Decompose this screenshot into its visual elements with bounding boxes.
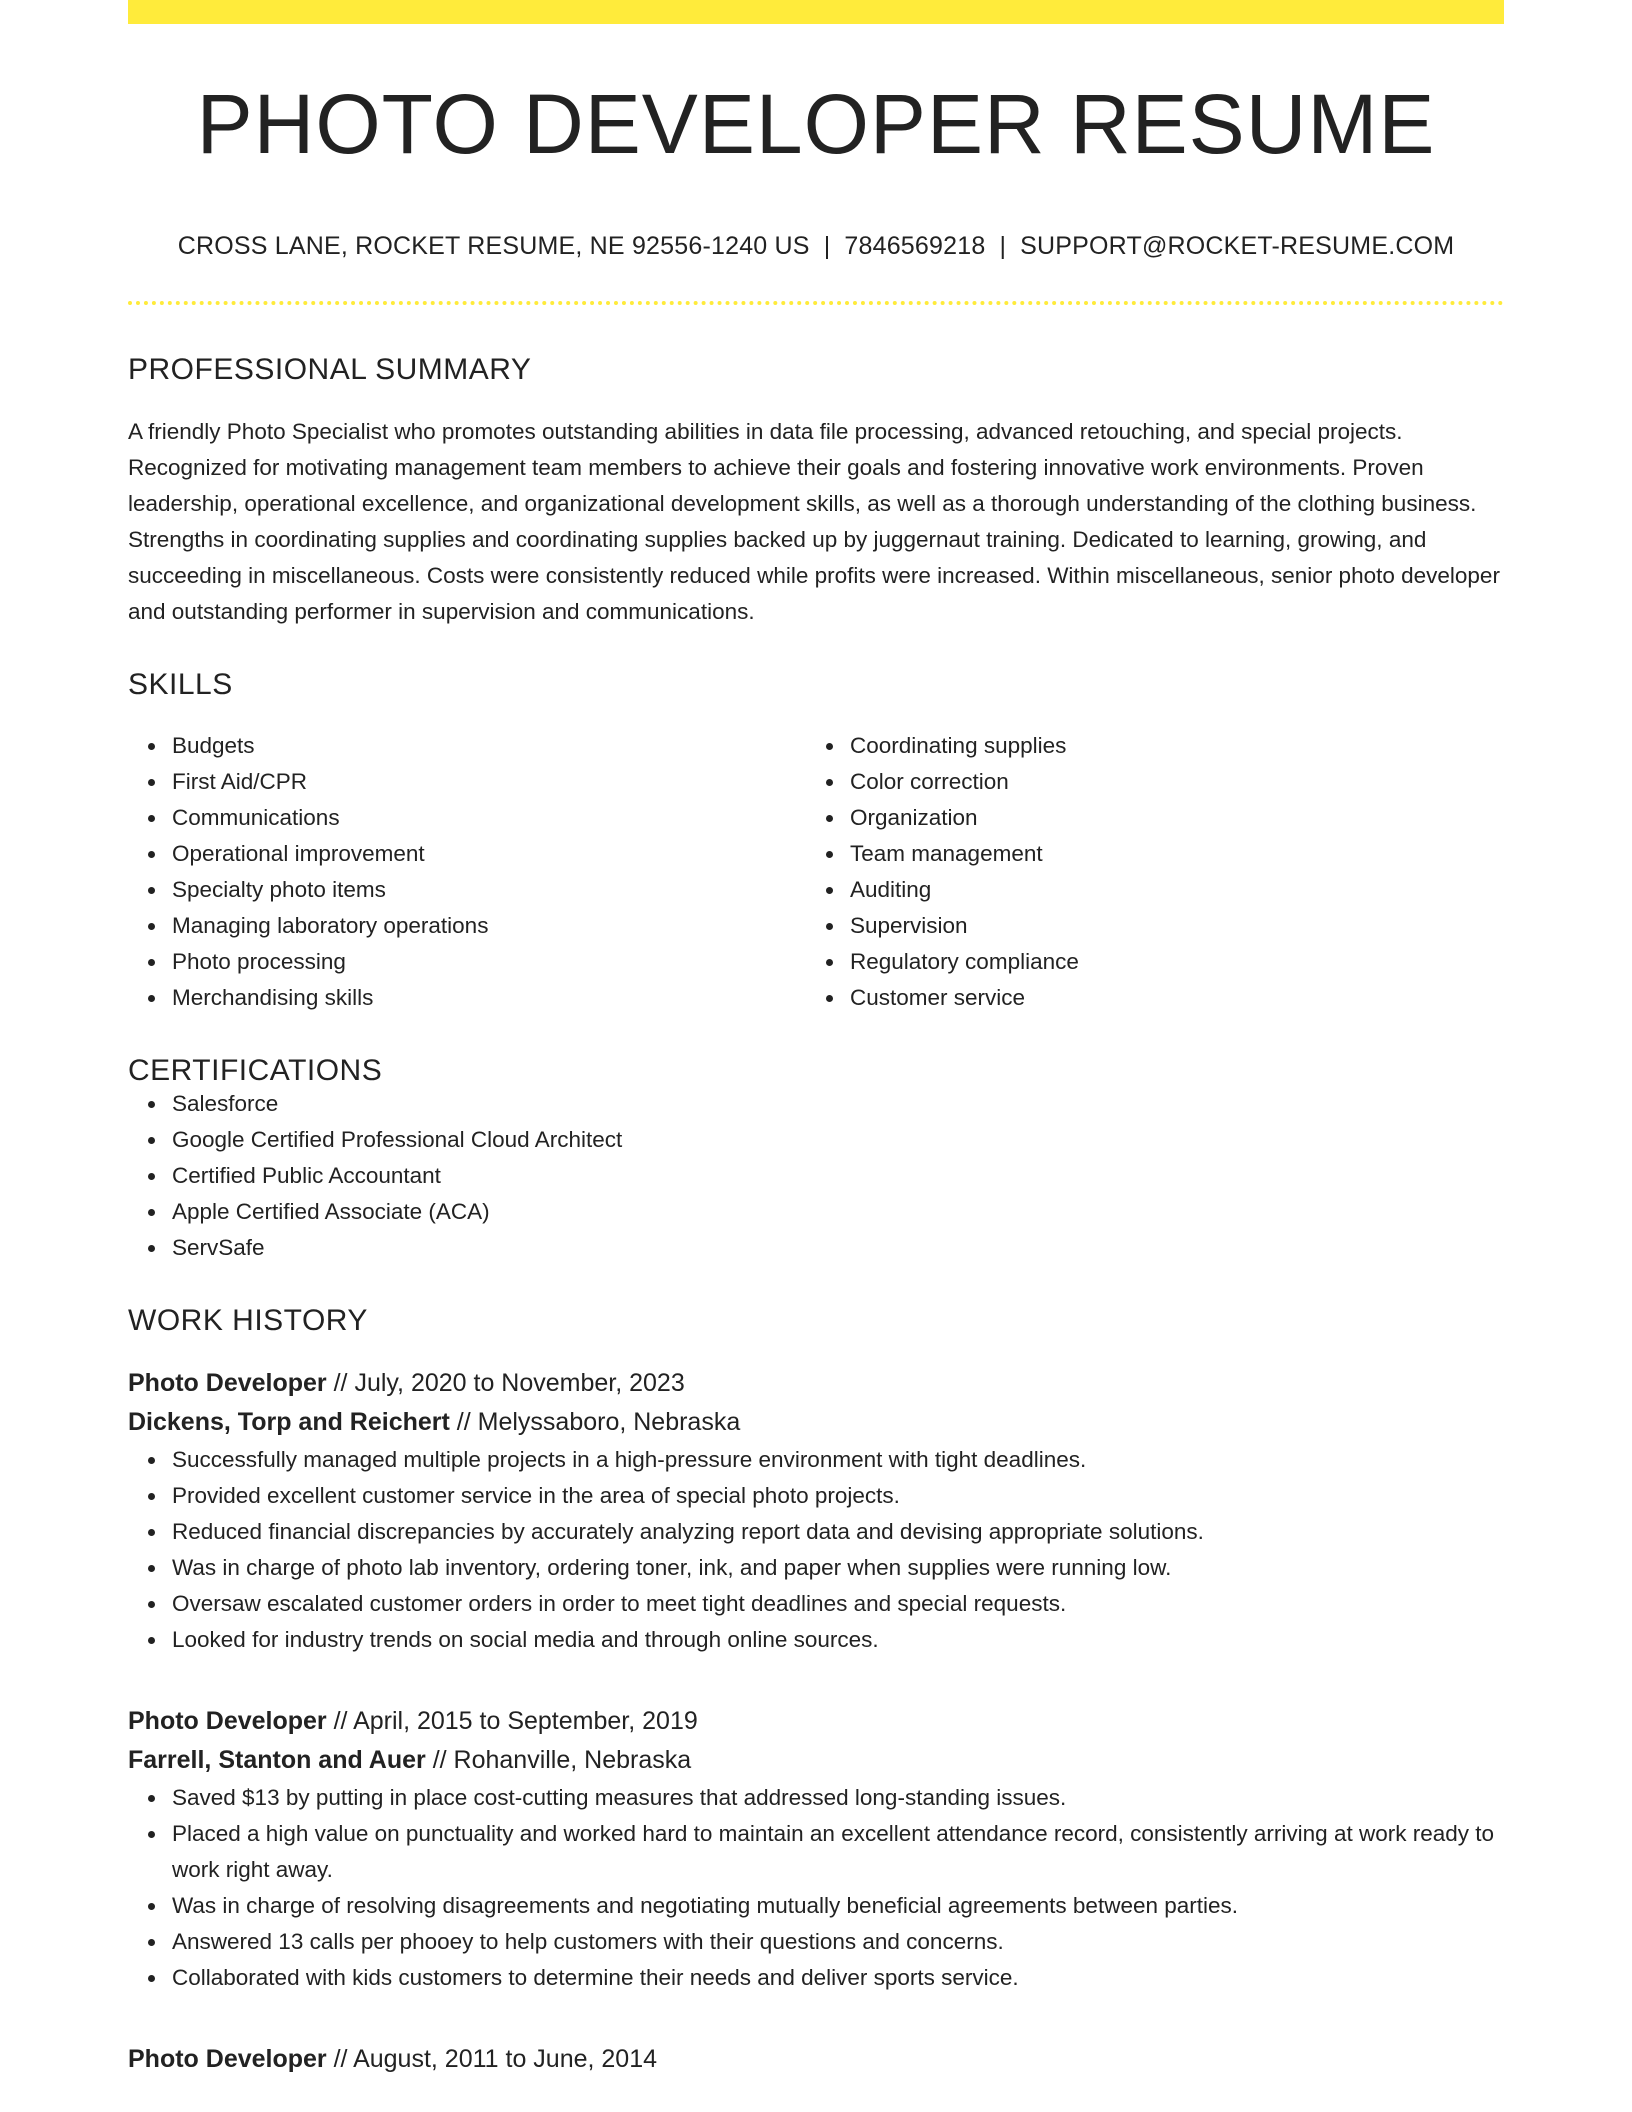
certification-item: Certified Public Accountant: [172, 1158, 1504, 1194]
skill-item: Team management: [850, 836, 1504, 872]
skill-item: Organization: [850, 800, 1504, 836]
certifications-heading: CERTIFICATIONS: [128, 1054, 383, 1087]
job-bullet: Answered 13 calls per phooey to help customers with their questions and concerns.: [172, 1924, 1504, 1960]
job-company: Farrell, Stanton and Auer: [128, 1746, 426, 1774]
skill-item: Regulatory compliance: [850, 944, 1504, 980]
skill-item: Communications: [172, 800, 806, 836]
job-bullet: Was in charge of photo lab inventory, ordering toner, ink, and paper when supplies were running low.: [172, 1550, 1504, 1586]
job-role: Photo Developer: [128, 1369, 327, 1397]
job-title-line: [128, 2040, 1504, 2079]
certification-item: Salesforce: [172, 1086, 1504, 1122]
summary-heading: PROFESSIONAL SUMMARY: [128, 353, 532, 386]
contact-line: [128, 232, 1504, 261]
skill-item: Supervision: [850, 908, 1504, 944]
contact-separator: |: [999, 232, 1007, 260]
dotted-divider: [128, 301, 1504, 305]
job-company: Dickens, Torp and Reichert: [128, 1408, 450, 1436]
job-bullet: Successfully managed multiple projects in a high-pressure environment with tight deadlines.: [172, 1442, 1504, 1478]
skill-item: Operational improvement: [172, 836, 806, 872]
job-entry: [128, 1702, 1504, 1996]
job-dates: // April, 2015 to September, 2019: [333, 1707, 698, 1735]
job-bullet: Collaborated with kids customers to determine their needs and deliver sports service.: [172, 1960, 1504, 1996]
skill-item: Customer service: [850, 980, 1504, 1016]
skill-item: Merchandising skills: [172, 980, 806, 1016]
job-entry: [128, 2040, 1504, 2079]
contact-separator: |: [823, 232, 831, 260]
skill-item: Managing laboratory operations: [172, 908, 806, 944]
resume-page: [128, 0, 1504, 2079]
job-role: Photo Developer: [128, 2045, 327, 2073]
job-bullet: Was in charge of resolving disagreements and negotiating mutually beneficial agreements between parties.: [172, 1888, 1504, 1924]
skill-item: Auditing: [850, 872, 1504, 908]
skill-item: Coordinating supplies: [850, 728, 1504, 764]
job-dates: // July, 2020 to November, 2023: [333, 1369, 685, 1397]
contact-address: CROSS LANE, ROCKET RESUME, NE 92556-1240 US: [177, 232, 810, 260]
job-bullet: Placed a high value on punctuality and worked hard to maintain an excellent attendance record, consistently arriving at work ready to work right away.: [172, 1816, 1504, 1888]
top-accent-bar: [128, 0, 1504, 24]
job-title-line: [128, 1364, 1504, 1403]
job-company-line: [128, 1403, 1504, 1442]
job-title-line: [128, 1702, 1504, 1741]
work-history-heading: WORK HISTORY: [128, 1304, 368, 1337]
resume-title: PHOTO DEVELOPER RESUME: [196, 77, 1436, 171]
skills-heading: SKILLS: [128, 668, 233, 701]
certifications-list: [128, 1086, 1504, 1266]
certification-item: Google Certified Professional Cloud Architect: [172, 1122, 1504, 1158]
job-bullet: Saved $13 by putting in place cost-cutting measures that addressed long-standing issues.: [172, 1780, 1504, 1816]
skill-item: Budgets: [172, 728, 806, 764]
job-role: Photo Developer: [128, 1707, 327, 1735]
job-company-line: [128, 1741, 1504, 1780]
job-bullet: Provided excellent customer service in the area of special photo projects.: [172, 1478, 1504, 1514]
job-location: // Rohanville, Nebraska: [432, 1746, 692, 1774]
summary-text: A friendly Photo Specialist who promotes outstanding abilities in data file processing, advanced retouching, and special projects. Recognized for motivating management team members to achieve their goals and fostering innovative work environments. Proven leadership, operational excellence, and organizational development skills, as well as a thorough understanding of the clothing business. Strengths in coordinating supplies and coordinating supplies backed up by juggernaut training. Dedicated to learning, growing, and succeeding in miscellaneous. Costs were consistently reduced while profits were increased. Within miscellaneous, senior photo developer and outstanding performer in supervision and communications.: [128, 419, 1500, 624]
skill-item: Specialty photo items: [172, 872, 806, 908]
job-bullets: [128, 1780, 1504, 1996]
skills-list-left: [128, 728, 806, 1016]
job-bullet: Oversaw escalated customer orders in order to meet tight deadlines and special requests.: [172, 1586, 1504, 1622]
contact-phone: 7846569218: [844, 232, 986, 260]
contact-email: SUPPORT@ROCKET-RESUME.COM: [1020, 232, 1455, 260]
skills-grid: [128, 728, 1504, 1016]
job-entry: [128, 1364, 1504, 1658]
job-bullet: Looked for industry trends on social media and through online sources.: [172, 1622, 1504, 1658]
certification-item: ServSafe: [172, 1230, 1504, 1266]
skill-item: First Aid/CPR: [172, 764, 806, 800]
job-bullets: [128, 1442, 1504, 1658]
skill-item: Photo processing: [172, 944, 806, 980]
job-dates: // August, 2011 to June, 2014: [333, 2045, 658, 2073]
skills-list-right: [806, 728, 1504, 1016]
certification-item: Apple Certified Associate (ACA): [172, 1194, 1504, 1230]
job-location: // Melyssaboro, Nebraska: [456, 1408, 741, 1436]
skill-item: Color correction: [850, 764, 1504, 800]
job-bullet: Reduced financial discrepancies by accurately analyzing report data and devising appropriate solutions.: [172, 1514, 1504, 1550]
